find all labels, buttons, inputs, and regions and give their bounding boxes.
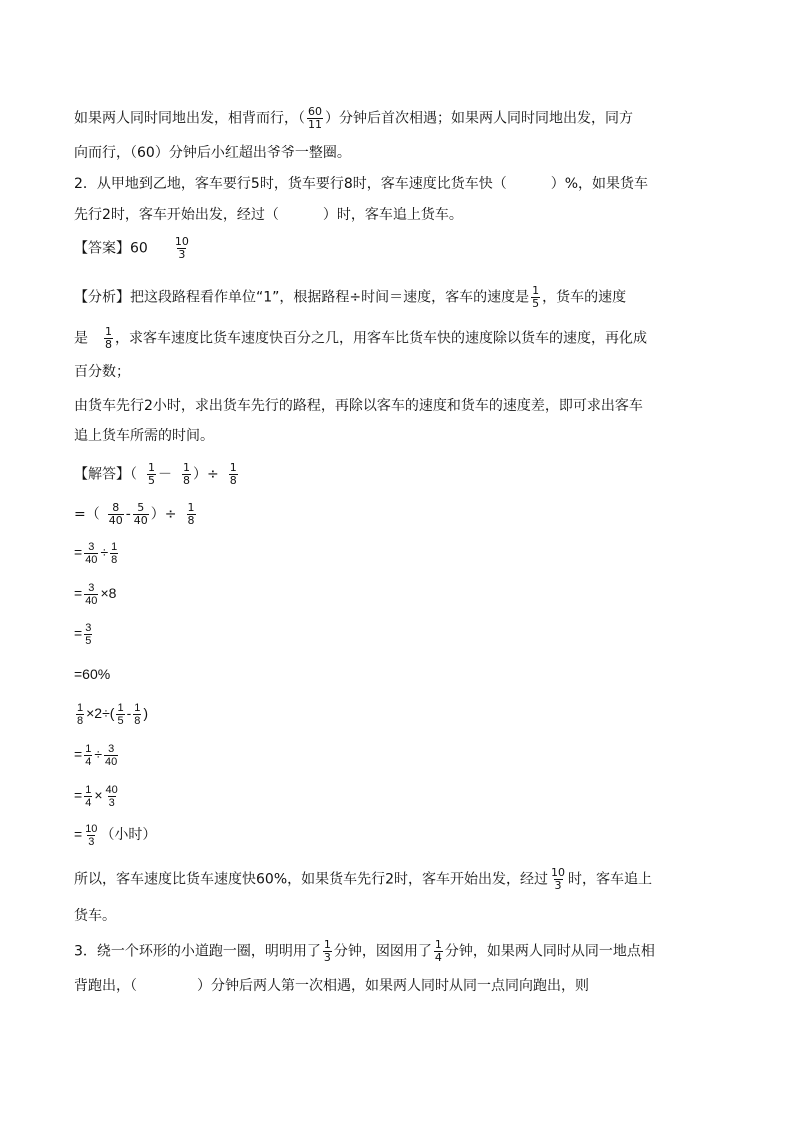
q3-line1: 3．绕一个环形的小道跑一圈，明明用了 $\frac{1}{3}$ 分钟，囡囡用了 $\frac{1}{4}$ 分钟，如果两人同时从同一地点相 (74, 938, 655, 964)
q2-solution-line5: = $\frac{3}{5}$ (74, 622, 92, 647)
q2-answer: 【答案】60 $\frac{10}{3}$ (74, 235, 189, 261)
q2-line2: 先行2时，客车开始出发，经过（ ）时，客车追上货车。 (74, 207, 463, 223)
q2-analysis-line1: 【分析】把这段路程看作单位“1”，根据路程÷时间＝速度，客车的速度是 $\frac{1}{5}$ ，货车的速度 (74, 284, 627, 310)
q2-solution-line2: =（ $\frac{8}{40}$ - $\frac{5}{40}$ ）÷ $\frac{1}{8}$ (74, 501, 195, 527)
q2-solution-line6: =60% (74, 666, 111, 682)
fraction: $\frac{60}{11}$ (308, 105, 322, 131)
q2-conclusion-line1: 所以，客车速度比货车速度快60%，如果货车先行2时，客车开始出发，经过 $\frac{10}{3}$ 时，客车追上 (74, 866, 653, 892)
p1-line1 (74, 106, 633, 131)
q2-conclusion-line2: 货车。 (74, 908, 116, 924)
q2-solution-line10: = $\frac{10}{3}$ （小时） (74, 823, 157, 848)
q2-analysis-line3: 百分数； (74, 364, 130, 380)
text: 如果两人同时同地出发，相背而行，（ (74, 110, 305, 127)
text: ）分钟后首次相遇；如果两人同时同地出发，同方 (325, 110, 633, 127)
fraction: $\frac{10}{3}$ (174, 235, 189, 261)
q2-analysis-line2: 是 $\frac{1}{8}$ ，求客车速度比货车速度快百分之几，用客车比货车快的速度除以货车的速度，再化成 (74, 325, 647, 351)
q2-analysis-line4: 由货车先行2小时，求出货车先行的路程，再除以客车的速度和货车的速度差，即可求出客车 (74, 398, 643, 414)
q2-solution-line7: $\frac{1}{8}$ ×2÷( $\frac{1}{5}$ - $\frac{1}{8}$ ) (77, 702, 149, 727)
q2-solution-line1: 【解答】（ $\frac{1}{5}$ － $\frac{1}{8}$ ）÷ $\frac{1}{8}$ (74, 461, 237, 487)
q3-line2: 背跑出，（ ）分钟后两人第一次相遇，如果两人同时从同一点同向跑出，则 (74, 978, 589, 994)
text: 向而行，（60）分钟后小红超出爷爷一整圈。 (74, 145, 351, 161)
p1-line2 (74, 143, 351, 163)
q2-solution-line8: = $\frac{1}{4}$ ÷ $\frac{3}{40}$ (74, 743, 118, 768)
q2-line1: 2．从甲地到乙地，客车要行5时，货车要行8时，客车速度比货车快（ ）%，如果货车 (74, 176, 649, 192)
q2-solution-line9: = $\frac{1}{4}$ × $\frac{40}{3}$ (74, 784, 118, 809)
q2-solution-line4: = $\frac{3}{40}$ ×8 (74, 582, 117, 607)
q2-solution-line3: = $\frac{3}{40}$ ÷ $\frac{1}{8}$ (74, 541, 118, 566)
q2-analysis-line5: 追上货车所需的时间。 (74, 428, 214, 444)
